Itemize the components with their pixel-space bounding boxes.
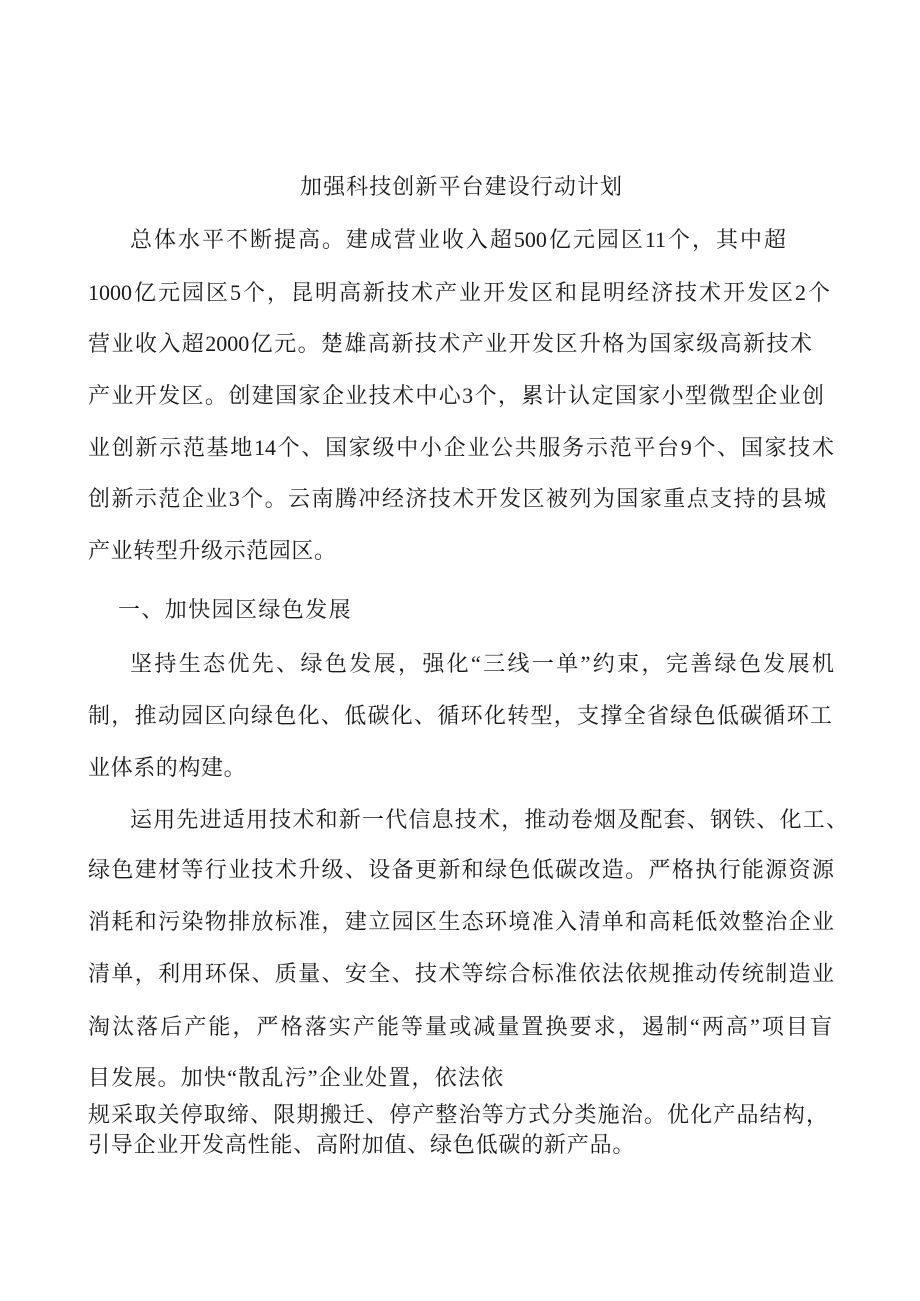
paragraph-line: 绿色建材等行业技术升级、设备更新和绿色低碳改造。严格执行能源资源 bbox=[88, 857, 834, 882]
paragraph-line: 坚持生态优先、绿色发展，强化“三线一单”约束，完善绿色发展机 bbox=[130, 651, 834, 676]
paragraph-line: 制，推动园区向绿色化、低碳化、循环化转型，支撑全省绿色低碳循环工 bbox=[88, 703, 832, 728]
document-title: 加强科技创新平台建设行动计划 bbox=[300, 174, 622, 199]
paragraph-line: 总体水平不断提高。建成营业收入超500亿元园区11个，其中超 bbox=[130, 227, 786, 252]
section-heading: 一、加快园区绿色发展 bbox=[118, 597, 353, 622]
paragraph-line: 营业收入超2000亿元。楚雄高新技术产业开发区升格为国家级高新技术 bbox=[88, 331, 812, 356]
paragraph-line: 引导企业开发高性能、高附加值、绿色低碳的新产品。 bbox=[88, 1132, 636, 1157]
paragraph-line: 1000亿元园区5个，昆明高新技术产业开发区和昆明经济技术开发区2个 bbox=[88, 280, 830, 305]
paragraph-line: 产业转型升级示范园区。 bbox=[88, 538, 337, 563]
paragraph-line: 清单，利用环保、质量、安全、技术等综合标准依法依规推动传统制造业 bbox=[88, 961, 834, 986]
paragraph-line: 目发展。加快“散乱污”企业处置，依法依 bbox=[88, 1065, 505, 1090]
paragraph-line: 消耗和污染物排放标准，建立园区生态环境准入清单和高耗低效整治企业 bbox=[88, 909, 834, 934]
paragraph-line: 淘汰落后产能，严格落实产能等量或减量置换要求，遏制“两高”项目盲 bbox=[88, 1014, 832, 1039]
paragraph-line: 创新示范企业3个。云南腾冲经济技术开发区被列为国家重点支持的县城 bbox=[88, 486, 826, 511]
paragraph-line: 规采取关停取缔、限期搬迁、停产整治等方式分类施治。优化产品结构， bbox=[88, 1102, 828, 1127]
paragraph-line: 业体系的构建。 bbox=[88, 755, 247, 780]
paragraph-line: 产业开发区。创建国家企业技术中心3个，累计认定国家小型微型企业创 bbox=[88, 383, 824, 408]
paragraph-line: 运用先进适用技术和新一代信息技术，推动卷烟及配套、钢铁、化工、 bbox=[130, 807, 848, 832]
paragraph-line: 业创新示范基地14个、国家级中小企业公共服务示范平台9个、国家技术 bbox=[88, 435, 834, 460]
